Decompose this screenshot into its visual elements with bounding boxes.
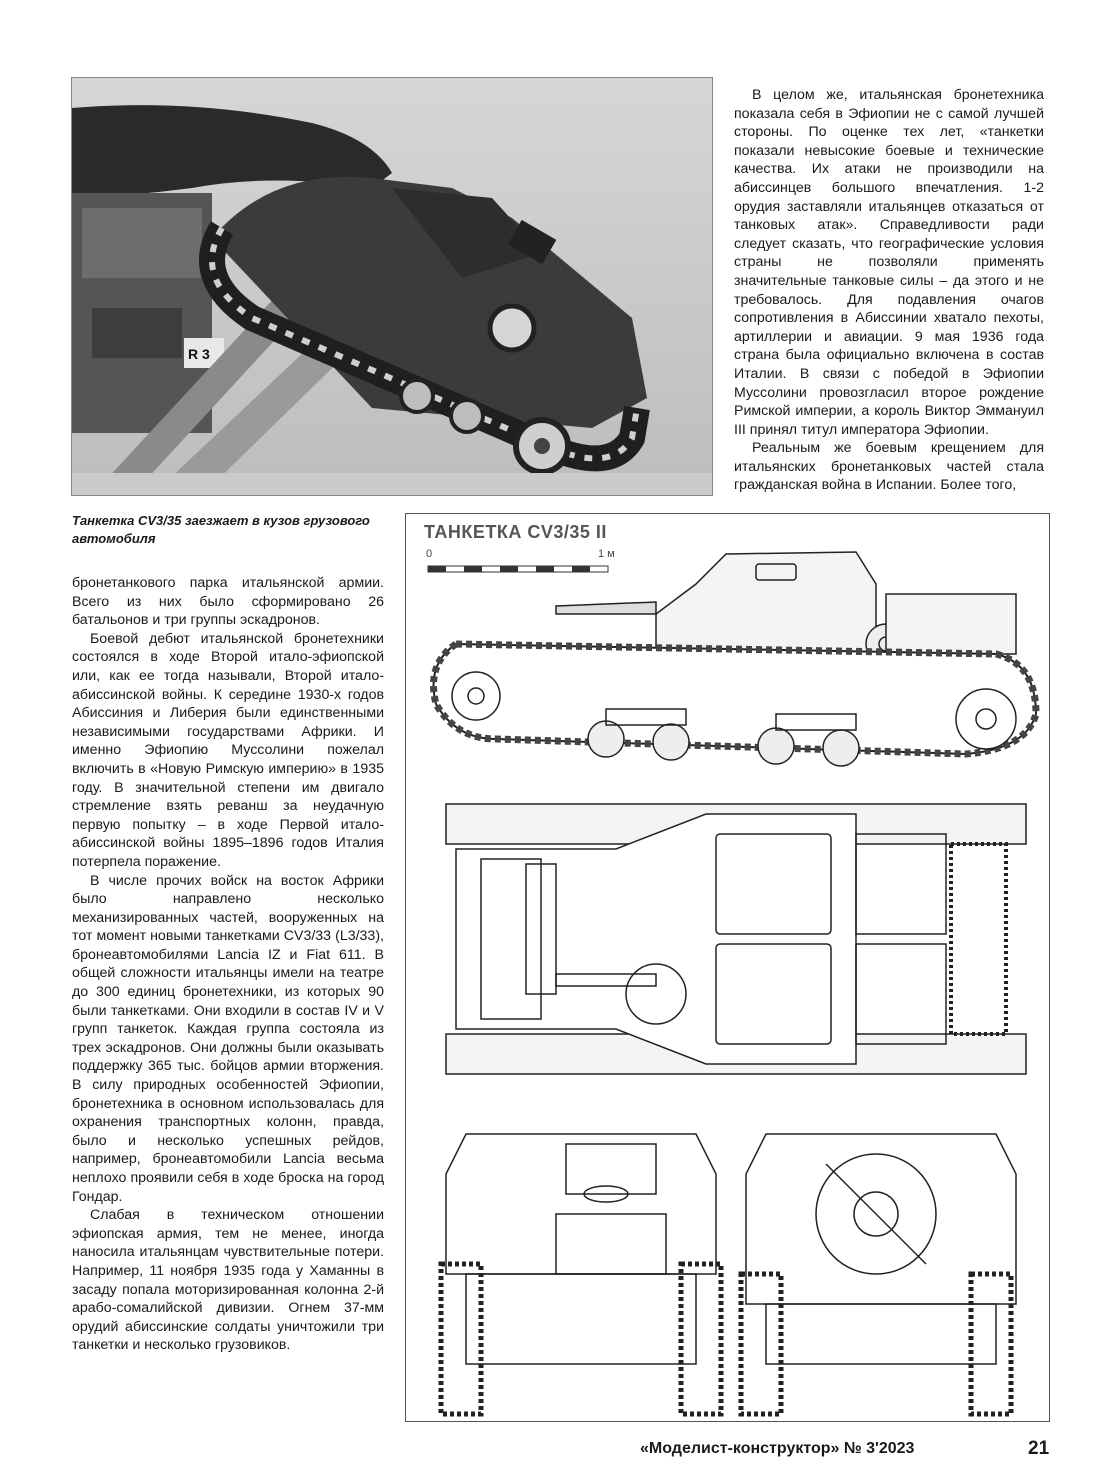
side-view	[434, 552, 1037, 766]
scale-start-label: 0	[426, 548, 433, 560]
photo-illustration	[72, 78, 712, 495]
footer-magazine: «Моделист-конструктор» № 3'2023	[640, 1440, 915, 1457]
drawing-title: ТАНКЕТКА CV3/35 II	[424, 522, 607, 542]
scale-end-label: 1 м	[598, 548, 615, 560]
plate-text: R 3	[188, 346, 210, 362]
rear-view	[741, 1134, 1016, 1414]
paragraph: В целом же, итальянская бронетехника показала себя в Эфиопии не с самой лучшей стороны. По оценке тех лет, «танкетки показали невысокие боевые и технические качества. Их атаки не производили на абиссинцев большого впечатления. 1-2 орудия заставляли итальянцев отказаться от танковых атак». Справедливости ради следует сказать, что географические условия страны не позволяли применять значительные танковые силы – да этого и не требовалось. Для подавления очагов сопротивления в Абиссинии хватало пехоты, артиллерии и авиации. 9 мая 1936 года страна была официально включена в состав Италии. В связи с победой в Эфиопии Муссолини провозгласил второе рождение Римской империи, а король Виктор Эммануил III принял титул императора Эфиопии.	[734, 87, 1044, 438]
scale-bar	[428, 566, 608, 572]
paragraph: Слабая в техническом отношении эфиопская армия, тем не менее, иногда наносила итальянцам чувствительные потери. Например, 11 ноября 1935 года у Хаманны в засаду попала моторизированная колонна 2-й арабо-сомалийской дивизии. Огнем 37-мм орудий абиссинские солдаты уничтожили три танкетки и несколько грузовиков.	[72, 1207, 384, 1354]
technical-drawing	[405, 513, 1050, 1422]
paragraph: Боевой дебют итальянской бронетехники состоялся в ходе Второй итало-эфиопской или, как ее тогда называли, Второй итало-абиссинской войны. К середине 1930-х годов Абиссиния и Либерия были единственными независимыми государствами Африки. И именно Эфиопию Муссолини пожелал включить в «Новую Римскую империю» в 1935 году. В значительной степени им двигало стремление взять реванш за неудачную первую попытку – в ходе Первой итало-абиссинской войны 1895–1896 годов Италия потерпела поражение.	[72, 630, 384, 870]
paragraph: В числе прочих войск на восток Африки было направлено несколько механизированных частей, вооруженных на тот момент новыми танкетками CV3/33 (L3/33), бронеавтомобилями Lancia IZ и Fiat 611. В общей сложности итальянцы имели на театре до 300 единиц бронетехники, из которых 90 были танкетками. Они входили в состав IV и V групп танкеток. Каждая группа состояла из трех эскадронов. Они должны были оказывать поддержку 365 тыс. бойцов армии вторжения. В силу природных особенностей Эфиопии, бронетехника в основном использовалась для охранения транспортных колонн, правда, было и несколько успешных рейдов, например, бронеавтомобили Lancia весьма неплохо проявили себя в ходе броска на город Гондар.	[72, 872, 384, 1205]
top-view	[446, 804, 1026, 1074]
page-number: 21	[1028, 1438, 1050, 1459]
photo-tankette-loading	[71, 77, 713, 496]
photo-caption: Танкетка CV3/35 заезжает в кузов грузового автомобиля	[72, 513, 370, 546]
paragraph: Реальным же боевым крещением для итальянских бронетанковых частей стала гражданская война в Испании. Более того,	[734, 440, 1044, 494]
paragraph: бронетанкового парка итальянской армии. Всего из них было сформировано 26 батальонов и три группы эскадронов.	[72, 575, 384, 629]
tankette-blueprint	[406, 514, 1049, 1421]
front-view	[441, 1134, 721, 1414]
right-text-column	[734, 86, 1044, 495]
left-text-column	[72, 574, 384, 1355]
